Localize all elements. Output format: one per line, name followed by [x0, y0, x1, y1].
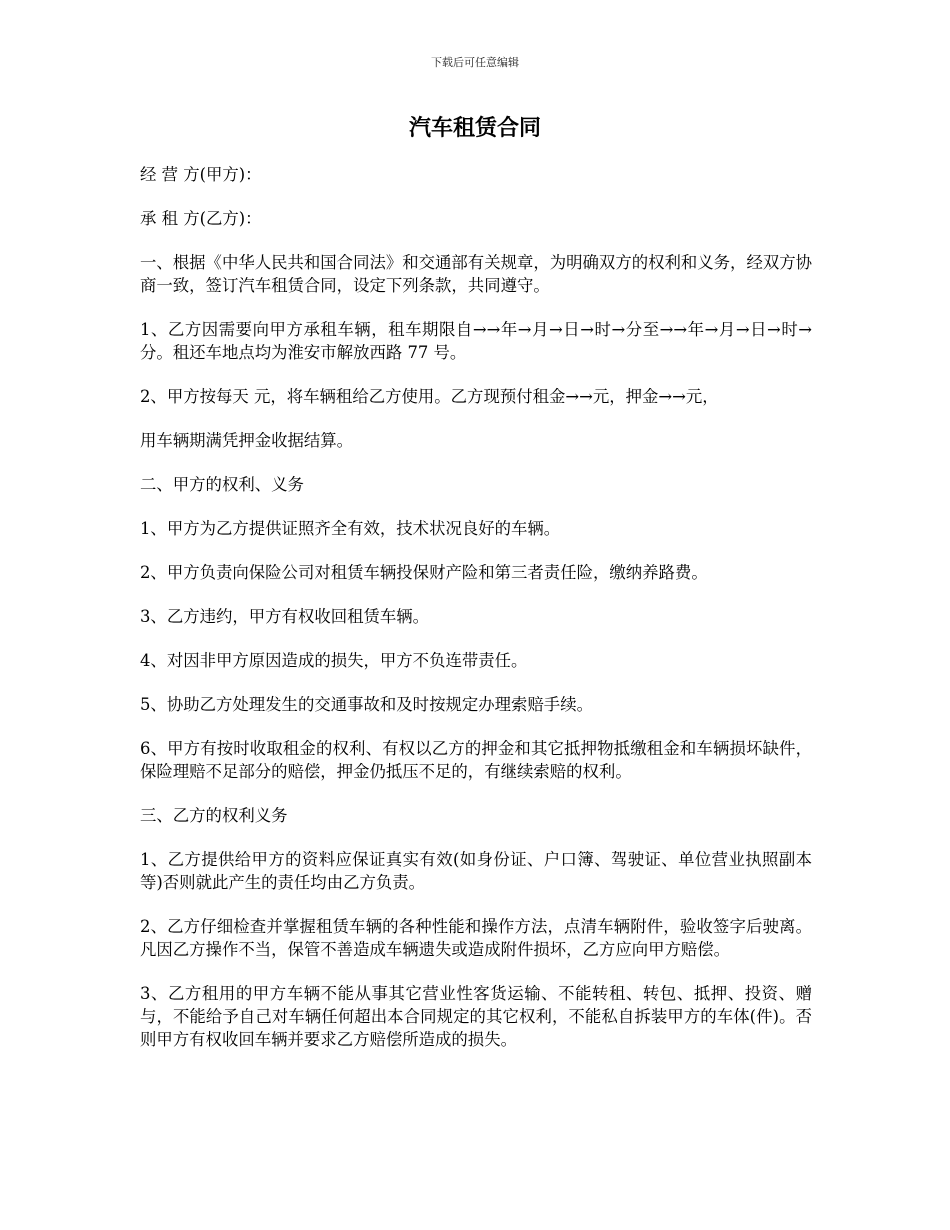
section-heading-lessor: 二、甲方的权利、义务: [140, 475, 304, 494]
lessor-item-5: 5、协助乙方处理发生的交通事故和及时按规定办理索赔手续。: [140, 695, 593, 714]
clause-intro: 一、根据《中华人民共和国合同法》和交通部有关规章，为明确双方的权利和义务，经双方协商一致，签订汽车租赁合同，设定下列条款，共同遵守。: [140, 253, 813, 295]
party-a-line: 经 营 方(甲方)：: [140, 165, 262, 184]
lessee-item-3: 3、乙方租用的甲方车辆不能从事其它营业性客货运输、不能转租、转包、抵押、投资、赠与，不能给予自己对车辆任何超出本合同规定的其它权利，不能私自拆装甲方的车体(件)。否则甲方有权收回车辆并要求乙方赔偿所造成的损失。: [140, 984, 812, 1049]
lessor-item-4: 4、对因非甲方原因造成的损失，甲方不负连带责任。: [140, 651, 528, 670]
lessee-item-2: 2、乙方仔细检查并掌握租赁车辆的各种性能和操作方法，点清车辆附件，验收签字后驶离。凡因乙方操作不当，保管不善造成车辆遗失或造成附件损坏，乙方应向甲方赔偿。: [140, 917, 812, 959]
clause-rent-deposit: 2、甲方按每天 元，将车辆租给乙方使用。乙方现预付租金→→元，押金→→元，: [140, 387, 719, 406]
party-b-line: 承 租 方(乙方)：: [140, 209, 262, 228]
clause-rental-period: 1、乙方因需要向甲方承租车辆，租车期限自→→年→月→日→时→分至→→年→月→日→时→分。租还车地点均为淮安市解放西路 77 号。: [140, 320, 812, 362]
lessor-item-6: 6、甲方有按时收取租金的权利、有权以乙方的押金和其它抵押物抵缴租金和车辆损坏缺件，保险理赔不足部分的赔偿，押金仍抵压不足的，有继续索赔的权利。: [140, 739, 812, 781]
section-heading-lessee: 三、乙方的权利义务: [140, 806, 288, 825]
lessor-item-1: 1、甲方为乙方提供证照齐全有效，技术状况良好的车辆。: [140, 519, 561, 538]
contract-title: 汽车租赁合同: [408, 115, 541, 141]
lessor-item-3: 3、乙方违约，甲方有权收回租赁车辆。: [140, 607, 430, 626]
header-note: 下载后可任意编辑: [431, 56, 519, 69]
clause-settlement: 用车辆期满凭押金收据结算。: [140, 431, 354, 450]
lessee-item-1: 1、乙方提供给甲方的资料应保证真实有效(如身份证、户口簿、驾驶证、单位营业执照副本等)否则就此产生的责任均由乙方负责。: [140, 850, 812, 892]
lessor-item-2: 2、甲方负责向保险公司对租赁车辆投保财产险和第三者责任险，缴纳养路费。: [140, 563, 708, 582]
contract-body: [140, 163, 812, 1072]
